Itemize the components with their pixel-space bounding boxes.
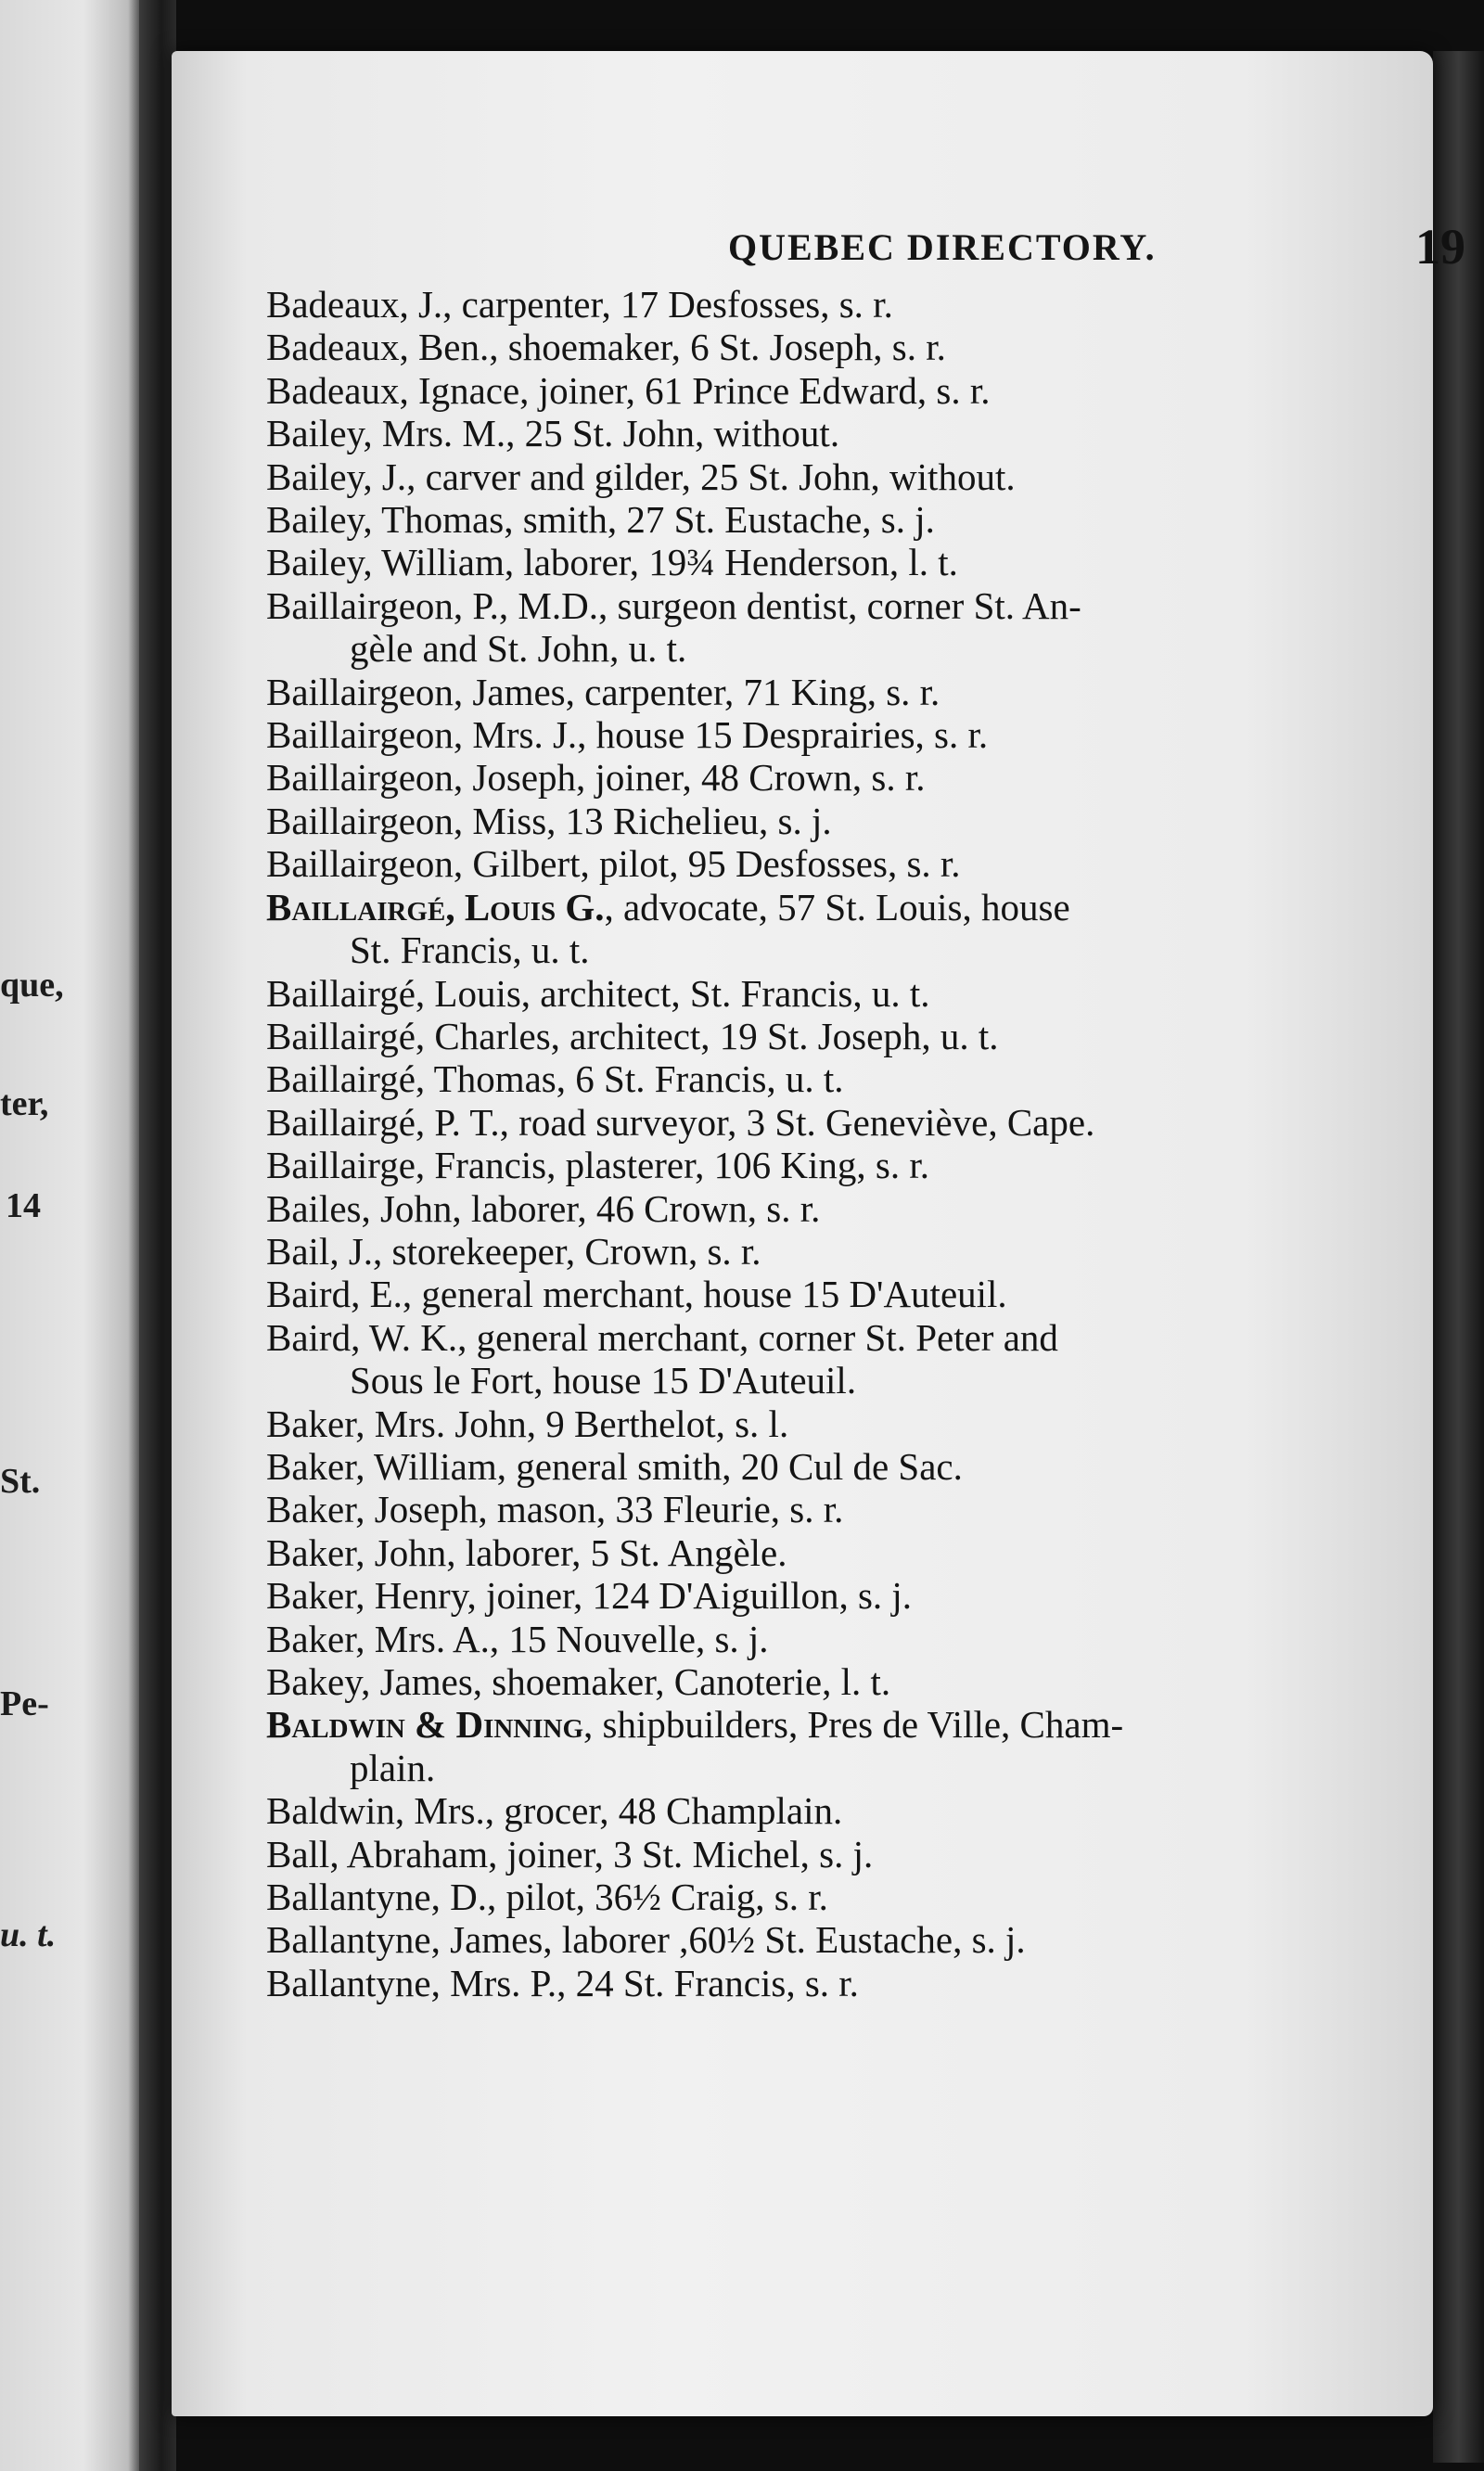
entry-text: Baillairgeon, Mrs. J., house 15 Desprairies, s. r.	[266, 713, 989, 757]
left-page-fragment: 14	[6, 1186, 41, 1225]
left-page-edge	[0, 0, 139, 2471]
directory-entry	[266, 800, 1296, 842]
directory-entry	[266, 1402, 1296, 1445]
directory-entry	[266, 584, 1296, 671]
left-page-fragment: que,	[0, 966, 64, 1005]
entry-text: Bailey, William, laborer, 19¾ Henderson, l. t.	[266, 541, 958, 584]
entry-continuation: plain.	[350, 1746, 436, 1789]
directory-entry	[266, 1187, 1296, 1230]
directory-entries	[266, 283, 1296, 2004]
book-gutter	[139, 0, 176, 2471]
entry-text: Baillairgeon, Gilbert, pilot, 95 Desfosses, s. r.	[266, 842, 961, 886]
entry-text: Ball, Abraham, joiner, 3 St. Michel, s. j.	[266, 1832, 874, 1876]
directory-entry	[266, 886, 1296, 972]
entry-text: Baker, Henry, joiner, 124 D'Aiguillon, s. j.	[266, 1574, 913, 1618]
entry-text: Baillairgeon, Miss, 13 Richelieu, s. j.	[266, 799, 832, 842]
entry-text: Baker, Mrs. John, 9 Berthelot, s. l.	[266, 1402, 789, 1445]
directory-entry	[266, 1833, 1296, 1876]
entry-text: Bailes, John, laborer, 46 Crown, s. r.	[266, 1186, 821, 1230]
page-number: 19	[1415, 219, 1465, 275]
directory-entry	[266, 1618, 1296, 1660]
entry-text: Baker, Joseph, mason, 33 Fleurie, s. r.	[266, 1488, 844, 1531]
running-title: QUEBEC DIRECTORY.	[728, 226, 1157, 268]
directory-entry	[266, 842, 1296, 885]
entry-text: Baillairge, Francis, plasterer, 106 King, s. r.	[266, 1144, 929, 1187]
left-page-fragment: ter,	[0, 1084, 49, 1123]
directory-entry	[266, 972, 1296, 1015]
entry-text: Baillairgé, Louis, architect, St. Francis, u. t.	[266, 971, 930, 1015]
entry-text: , advocate, 57 St. Louis, house	[604, 885, 1070, 928]
directory-entry	[266, 326, 1296, 368]
directory-entry	[266, 1273, 1296, 1315]
entry-name-smallcaps: Baldwin & Dinning	[266, 1703, 584, 1747]
page-header	[728, 219, 1465, 281]
directory-entry	[266, 1660, 1296, 1703]
directory-entry	[266, 541, 1296, 583]
entry-text: Baillairgé, Charles, architect, 19 St. Joseph, u. t.	[266, 1014, 999, 1057]
left-page-fragment: u. t.	[0, 1915, 57, 1954]
left-page-fragment: St.	[0, 1462, 41, 1501]
entry-text: Ballantyne, Mrs. P., 24 St. Francis, s. r.	[266, 1961, 859, 2004]
directory-entry	[266, 498, 1296, 541]
directory-entry	[266, 1918, 1296, 1961]
directory-entry	[266, 1316, 1296, 1402]
directory-entry	[266, 1101, 1296, 1144]
entry-text: Baillairgeon, Joseph, joiner, 48 Crown, s. r.	[266, 756, 926, 800]
entry-name-smallcaps: Baillairgé, Louis G.	[266, 885, 605, 928]
entry-text: Bailey, Thomas, smith, 27 St. Eustache, s. j.	[266, 498, 935, 542]
entry-text: Baker, William, general smith, 20 Cul de Sac.	[266, 1444, 963, 1488]
directory-entry	[266, 1962, 1296, 2004]
entry-text: Baillairgé, P. T., road surveyor, 3 St. Geneviève, Cape.	[266, 1100, 1095, 1144]
directory-entry	[266, 671, 1296, 713]
directory-entry	[266, 1703, 1296, 1789]
directory-entry	[266, 283, 1296, 326]
entry-text: Badeaux, J., carpenter, 17 Desfosses, s. r.	[266, 283, 893, 326]
directory-entry	[266, 1574, 1296, 1617]
directory-entry	[266, 756, 1296, 799]
entry-text: Baird, E., general merchant, house 15 D'Auteuil.	[266, 1273, 1007, 1316]
entry-text: Bakey, James, shoemaker, Canoterie, l. t.	[266, 1660, 891, 1703]
entry-text: Bail, J., storekeeper, Crown, s. r.	[266, 1229, 761, 1273]
entry-continuation: gèle and St. John, u. t.	[350, 627, 687, 671]
entry-text: Baillairgé, Thomas, 6 St. Francis, u. t.	[266, 1057, 844, 1101]
entry-text: Baillairgeon, P., M.D., surgeon dentist, corner St. An-	[266, 583, 1081, 627]
entry-text: Bailey, J., carver and gilder, 25 St. John, without.	[266, 455, 1016, 498]
directory-entry	[266, 1144, 1296, 1186]
left-page-fragment: Pe-	[0, 1684, 49, 1723]
directory-entry	[266, 1445, 1296, 1488]
directory-entry	[266, 1531, 1296, 1574]
directory-entry	[266, 455, 1296, 498]
entry-text: Baker, John, laborer, 5 St. Angèle.	[266, 1530, 787, 1574]
entry-text: Ballantyne, James, laborer ,60½ St. Eustache, s. j.	[266, 1918, 1026, 1962]
entry-text: Badeaux, Ignace, joiner, 61 Prince Edward, s. r.	[266, 368, 991, 412]
entry-continuation: St. Francis, u. t.	[350, 928, 590, 972]
directory-entry	[266, 1488, 1296, 1530]
entry-continuation: Sous le Fort, house 15 D'Auteuil.	[350, 1359, 857, 1402]
entry-text: Baillairgeon, James, carpenter, 71 King, s. r.	[266, 670, 940, 713]
entry-text: Badeaux, Ben., shoemaker, 6 St. Joseph, s. r.	[266, 326, 946, 369]
entry-text: Baldwin, Mrs., grocer, 48 Champlain.	[266, 1789, 843, 1833]
directory-entry	[266, 713, 1296, 756]
entry-text: Ballantyne, D., pilot, 36½ Craig, s. r.	[266, 1876, 828, 1919]
entry-text: , shipbuilders, Pres de Ville, Cham-	[583, 1703, 1124, 1747]
directory-entry	[266, 412, 1296, 455]
directory-entry	[266, 1230, 1296, 1273]
entry-text: Baird, W. K., general merchant, corner St. Peter and	[266, 1315, 1058, 1359]
directory-entry	[266, 369, 1296, 412]
directory-entry	[266, 1057, 1296, 1100]
directory-entry	[266, 1876, 1296, 1918]
right-page-edge	[1433, 51, 1484, 2463]
directory-entry	[266, 1015, 1296, 1057]
directory-entry	[266, 1789, 1296, 1832]
entry-text: Bailey, Mrs. M., 25 St. John, without.	[266, 412, 840, 455]
entry-text: Baker, Mrs. A., 15 Nouvelle, s. j.	[266, 1617, 769, 1660]
